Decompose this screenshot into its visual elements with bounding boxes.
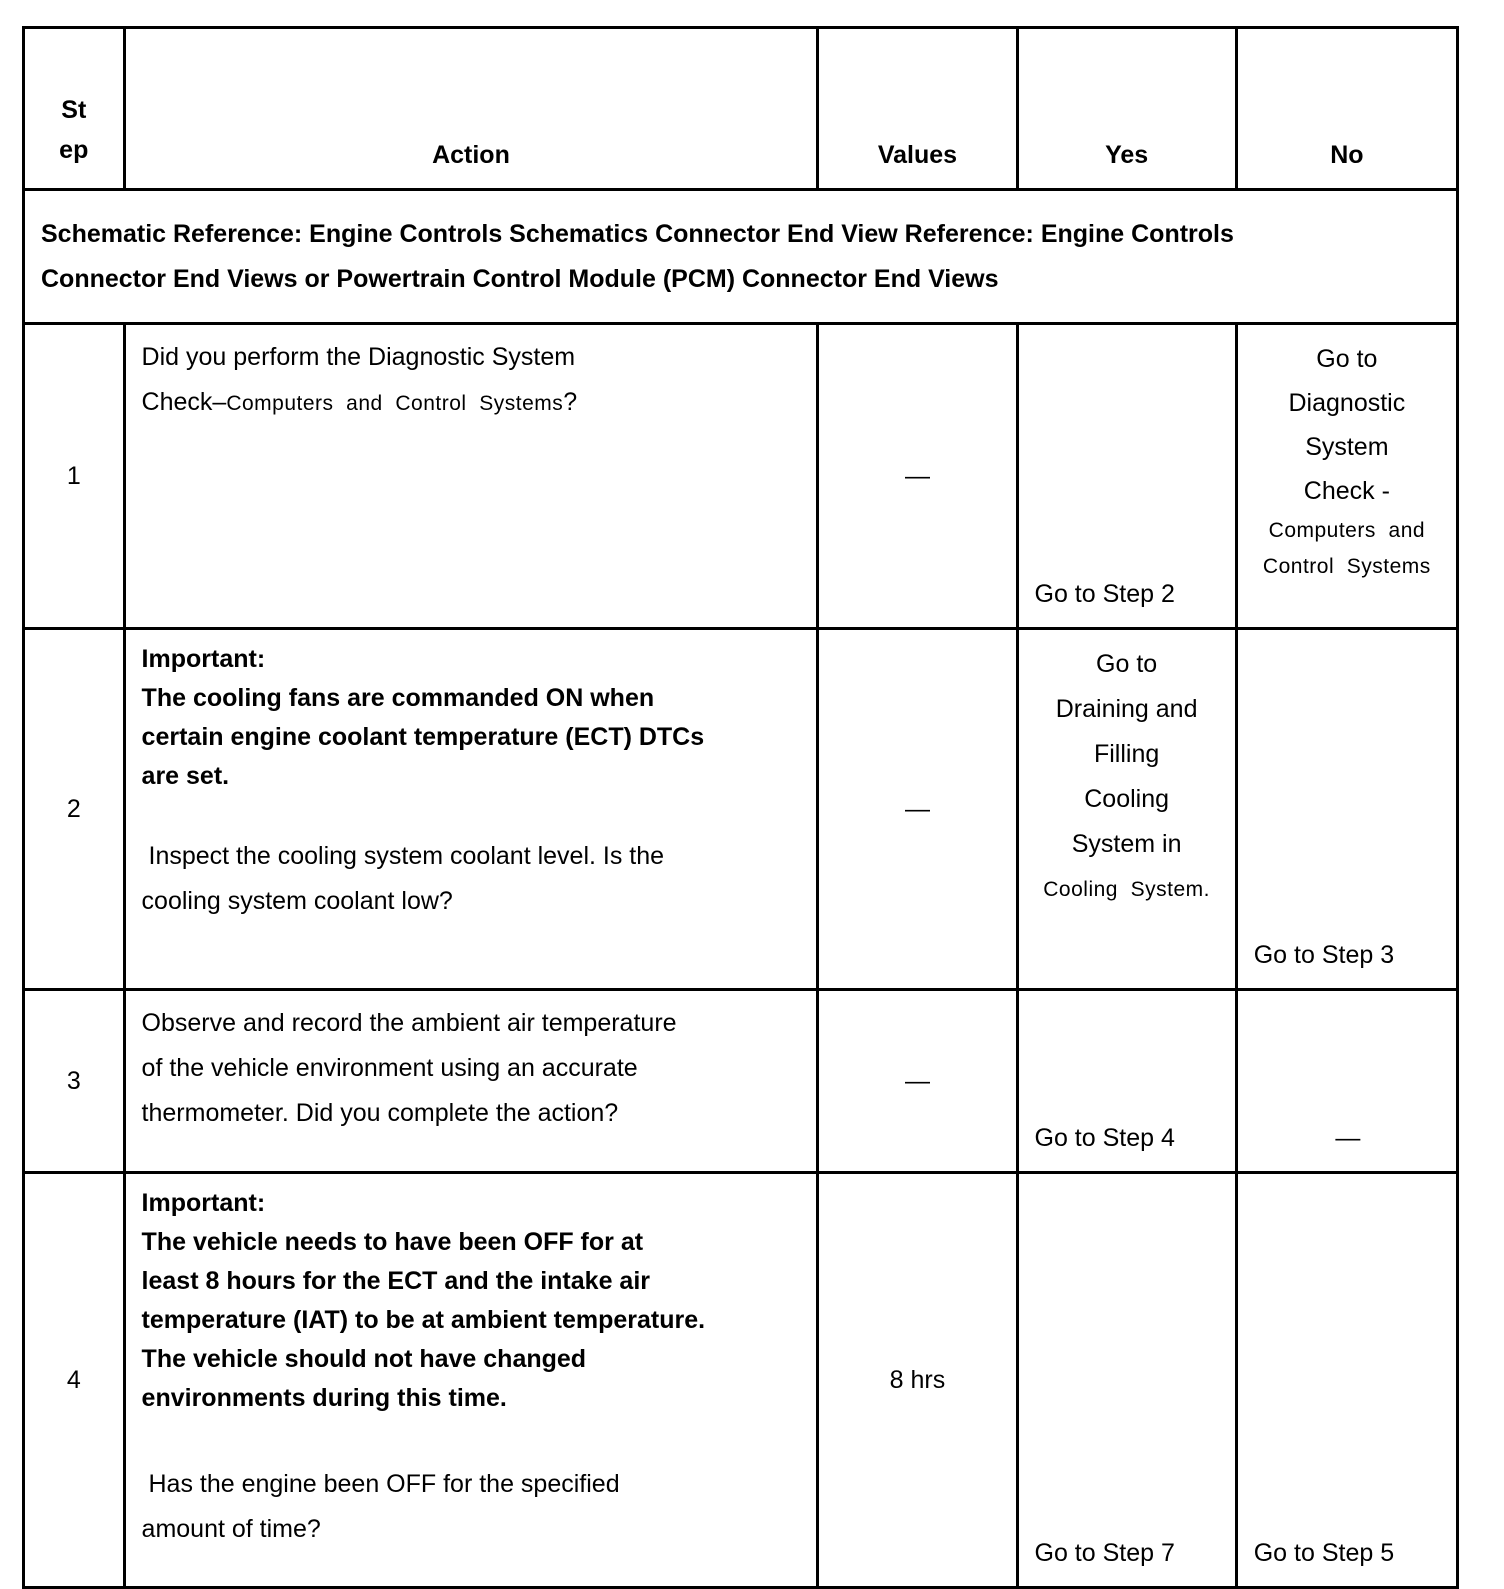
action-line: Did you perform the Diagnostic System — [141, 343, 576, 371]
no-cell: Go to Step 3 — [1236, 629, 1457, 990]
no-small-line: Control Systems — [1262, 555, 1431, 578]
action-cell — [124, 629, 818, 990]
header-action: Action — [124, 28, 818, 190]
action-line: Observe and record the ambient air temperature — [141, 1009, 677, 1037]
diagnostic-table-page — [22, 26, 1459, 1589]
header-values: Values — [818, 28, 1017, 190]
important-line: certain engine coolant temperature (ECT) DTCs — [141, 723, 705, 751]
table-row — [24, 324, 1458, 629]
value-cell: — — [818, 990, 1017, 1173]
action-line: Has the engine been OFF for the specified — [141, 1470, 620, 1498]
spacer — [142, 1418, 801, 1462]
table-row — [24, 629, 1458, 990]
no-line: System — [1305, 433, 1389, 461]
important-line: environments during this time. — [141, 1384, 507, 1412]
action-line: thermometer. Did you complete the action? — [141, 1099, 619, 1127]
important-line: least 8 hours for the ECT and the intake air — [141, 1267, 650, 1295]
header-step-line1: St — [61, 96, 87, 124]
step-number: 1 — [24, 324, 125, 629]
spacer — [142, 796, 801, 834]
diagnostic-table — [22, 26, 1459, 1589]
yes-cell — [1017, 629, 1236, 990]
header-row — [24, 28, 1458, 190]
action-line: amount of time? — [141, 1515, 321, 1543]
step-number: 2 — [24, 629, 125, 990]
action-cell — [124, 990, 818, 1173]
action-line: cooling system coolant low? — [141, 887, 453, 915]
header-step-line2: ep — [59, 136, 89, 164]
value-cell: — — [818, 629, 1017, 990]
action-cell — [124, 324, 818, 629]
important-label: Important: — [141, 1189, 266, 1217]
no-line: Check - — [1303, 477, 1390, 505]
schematic-reference — [24, 190, 1458, 324]
table-row — [24, 1173, 1458, 1588]
yes-small-line: Cooling System. — [1043, 878, 1210, 901]
yes-line: Go to — [1096, 650, 1158, 678]
action-line: Inspect the cooling system coolant level. Is the — [141, 842, 665, 870]
header-step — [24, 28, 125, 190]
yes-line: Cooling — [1084, 785, 1170, 813]
no-cell: Go to Step 5 — [1236, 1173, 1457, 1588]
no-cell — [1236, 324, 1457, 629]
important-line: are set. — [141, 762, 230, 790]
action-cell — [124, 1173, 818, 1588]
action-small-text: Computers and Control Systems — [226, 392, 564, 415]
no-line: Go to — [1316, 345, 1378, 373]
yes-cell: Go to Step 2 — [1017, 324, 1236, 629]
schematic-row — [24, 190, 1458, 324]
step-number: 3 — [24, 990, 125, 1173]
yes-line: Filling — [1093, 740, 1160, 768]
important-line: The cooling fans are commanded ON when — [141, 684, 655, 712]
action-line — [142, 380, 801, 426]
value-cell: 8 hrs — [818, 1173, 1017, 1588]
yes-line: System in — [1071, 830, 1182, 858]
no-cell: — — [1236, 990, 1457, 1173]
important-line: temperature (IAT) to be at ambient temperature. — [141, 1306, 706, 1334]
schematic-line1: Schematic Reference: Engine Controls Schematics Connector End View Reference: Engine Controls — [41, 219, 1234, 248]
action-text: ? — [563, 388, 578, 416]
yes-cell: Go to Step 7 — [1017, 1173, 1236, 1588]
step-number: 4 — [24, 1173, 125, 1588]
action-text: Check– — [141, 388, 227, 416]
action-line: of the vehicle environment using an accurate — [141, 1054, 638, 1082]
important-label: Important: — [141, 645, 266, 673]
header-no: No — [1236, 28, 1457, 190]
table-row — [24, 990, 1458, 1173]
yes-line: Draining and — [1055, 695, 1198, 723]
important-line: The vehicle needs to have been OFF for at — [141, 1228, 644, 1256]
yes-cell: Go to Step 4 — [1017, 990, 1236, 1173]
value-cell: — — [818, 324, 1017, 629]
header-yes: Yes — [1017, 28, 1236, 190]
schematic-line2: Connector End Views or Powertrain Control Module (PCM) Connector End Views — [41, 264, 999, 293]
no-line: Diagnostic — [1288, 389, 1406, 417]
no-small-line: Computers and — [1268, 519, 1426, 542]
important-line: The vehicle should not have changed — [141, 1345, 587, 1373]
